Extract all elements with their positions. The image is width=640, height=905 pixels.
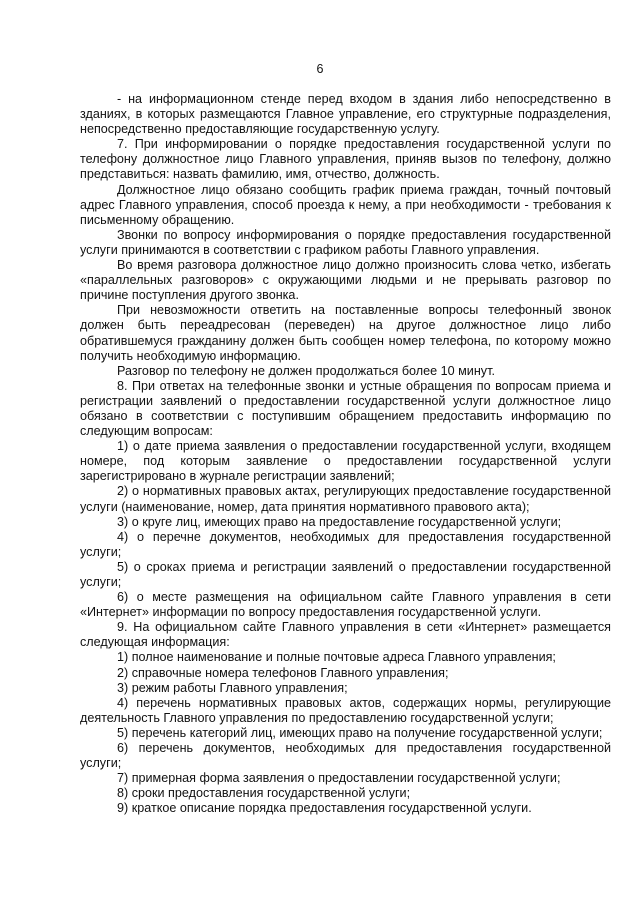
list-item-9-2: 2) справочные номера телефонов Главного управления; xyxy=(117,665,449,680)
paragraph-schedule: Должностное лицо обязано сообщить график приема граждан, точный почтовый адрес Главного управления, способ проезда к нему, а при необходимости - требования к письменному обращению. xyxy=(80,182,611,227)
list-item-9-8: 8) сроки предоставления государственной услуги; xyxy=(117,786,411,801)
paragraph-duration: Разговор по телефону не должен продолжаться более 10 минут. xyxy=(117,363,495,378)
list-item-9-6: 6) перечень документов, необходимых для предоставления государственной услуги; xyxy=(80,741,611,771)
paragraph-item-8: 8. При ответах на телефонные звонки и устные обращения по вопросам приема и регистрации заявлений о предоставлении государственной услуги должностное лицо обязано в соответствии с поступившим обращением предоставить информацию по следующим вопросам: xyxy=(80,378,611,439)
paragraph-redirect: При невозможности ответить на поставленные вопросы телефонный звонок должен быть переадресован (переведен) на другое должностное лицо либо обратившемуся гражданину должен быть сообщен номер телефона, по которому можно получить необходимую информацию. xyxy=(80,303,611,363)
list-item-9-4: 4) перечень нормативных правовых актов, содержащих нормы, регулирующие деятельность Главного управления по предоставлению государственной услуги; xyxy=(80,695,611,725)
list-item-9-1: 1) полное наименование и полные почтовые адреса Главного управления; xyxy=(117,650,556,665)
list-item-8-3: 3) о круге лиц, имеющих право на предоставление государственной услуги; xyxy=(117,514,562,529)
list-item-8-5: 5) о сроках приема и регистрации заявлений о предоставлении государственной услуги; xyxy=(80,559,611,589)
paragraph-conversation: Во время разговора должностное лицо должно произносить слова четко, избегать «параллельных разговоров» с окружающими людьми и не прерывать разговор по причине поступления другого звонка. xyxy=(80,258,611,303)
list-item-9-7: 7) примерная форма заявления о предоставлении государственной услуги; xyxy=(117,771,561,786)
page-number: 6 xyxy=(316,62,324,76)
list-item-9-3: 3) режим работы Главного управления; xyxy=(117,680,348,695)
list-item-9-5: 5) перечень категорий лиц, имеющих право на получение государственной услуги; xyxy=(117,725,603,740)
list-item-8-4: 4) о перечне документов, необходимых для предоставления государственной услуги; xyxy=(80,529,611,559)
list-item-8-2: 2) о нормативных правовых актах, регулирующих предоставление государственной услуги (наименование, номер, дата принятия нормативного правового акта); xyxy=(80,484,611,514)
list-item-8-1: 1) о дате приема заявления о предоставлении государственной услуги, входящем номере, под которым заявление о предоставлении государственной услуги зарегистрировано в журнале регистрации заявлений; xyxy=(80,439,611,484)
paragraph-info-stand: - на информационном стенде перед входом в здания либо непосредственно в зданиях, в которых размещаются Главное управление, его структурные подразделения, непосредственно предоставляющие государственную услугу. xyxy=(80,92,611,137)
list-item-9-9: 9) краткое описание порядка предоставления государственной услуги. xyxy=(117,801,532,816)
document-body xyxy=(80,92,611,817)
list-item-8-6: 6) о месте размещения на официальном сайте Главного управления в сети «Интернет» информации по вопросу предоставления государственной услуги. xyxy=(80,590,611,620)
paragraph-item-9: 9. На официальном сайте Главного управления в сети «Интернет» размещается следующая информация: xyxy=(80,620,611,650)
paragraph-calls: Звонки по вопросу информирования о порядке предоставления государственной услуги принимаются в соответствии с графиком работы Главного управления. xyxy=(80,227,611,257)
paragraph-item-7: 7. При информировании о порядке предоставления государственной услуги по телефону должностное лицо Главного управления, приняв вызов по телефону, должно представиться: назвать фамилию, имя, отчество, должность. xyxy=(80,137,611,182)
